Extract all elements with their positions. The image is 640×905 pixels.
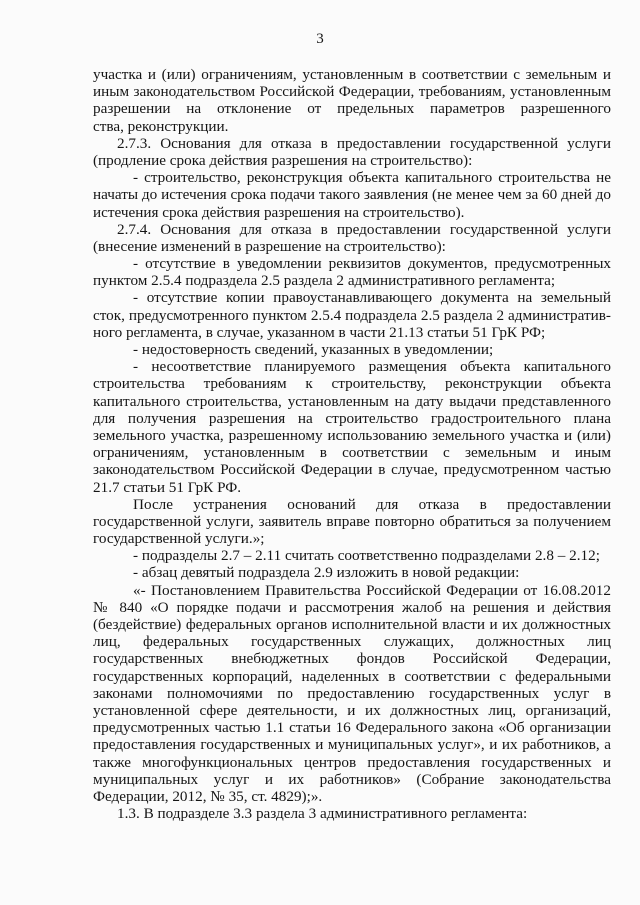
text-line: - абзац девятый подраздела 2.9 изложить в новой редакции: xyxy=(133,564,520,582)
text-line: предусмотренных частью 1.1 статьи 16 Федерального закона «Об организации xyxy=(93,719,611,737)
text-line: «- Постановлением Правительства Российской Федерации от 16.08.2012 xyxy=(133,581,611,599)
text-line: ограничениям, установленным в соответствии с земельным и иным xyxy=(93,444,611,462)
text-line: законодательством Российской Федерации в случае, предусмотренном частью xyxy=(93,461,611,479)
text-line: истечения срока действия разрешения на строительство). xyxy=(93,203,465,221)
text-line: № 840 «О порядке подачи и рассмотрения жалоб на решения и действия xyxy=(93,598,611,616)
text-line: - подразделы 2.7 – 2.11 считать соответственно подразделами 2.8 – 2.12; xyxy=(133,547,600,565)
text-line: иным законодательством Российской Федерации, требованиям, установленным xyxy=(93,83,611,101)
text-line: - строительство, реконструкция объекта капитального строительства не xyxy=(133,169,611,187)
text-line: ства, реконструкции. xyxy=(93,117,229,135)
text-line: государственных корпораций, наделенных в соответствии с федеральными xyxy=(93,667,611,685)
document-body xyxy=(93,66,611,822)
text-line: для получения разрешения на строительство градостроительного плана xyxy=(93,409,611,427)
text-line: - несоответствие планируемого размещения объекта капитального xyxy=(133,358,611,376)
text-line: начаты до истечения срока подачи такого заявления (не менее чем за 60 дней до xyxy=(93,186,611,204)
text-line: ного регламента, в случае, указанном в части 21.13 статьи 51 ГрК РФ; xyxy=(93,323,546,341)
text-line: 21.7 статьи 51 ГрК РФ. xyxy=(93,478,242,496)
text-line: 2.7.3. Основания для отказа в предоставлении государственной услуги xyxy=(117,134,611,152)
page-number: 3 xyxy=(316,31,324,47)
text-line: законами полномочиями по предоставлению государственных услуг в xyxy=(93,684,611,702)
text-line: капитального строительства, установленным на дату выдачи представленного xyxy=(93,392,611,410)
text-line: - отсутствие в уведомлении реквизитов документов, предусмотренных xyxy=(133,255,611,273)
text-line: лиц, федеральных государственных служащих, должностных лиц xyxy=(93,633,611,651)
text-line: муниципальных услуг и их работников» (Собрание законодательства xyxy=(93,770,611,788)
text-line: После устранения оснований для отказа в предоставлении xyxy=(133,495,611,513)
text-line: пунктом 2.5.4 подраздела 2.5 раздела 2 административного регламента; xyxy=(93,272,556,290)
text-line: государственных внебюджетных фондов Российской Федерации, xyxy=(93,650,611,668)
text-line: участка и (или) ограничениям, установленным в соответствии с земельным и xyxy=(93,66,611,83)
text-line: предоставления государственных и муниципальных услуг», и их работников, а xyxy=(93,736,611,754)
text-line: - недостоверность сведений, указанных в уведомлении; xyxy=(133,341,494,358)
text-line: 1.3. В подразделе 3.3 раздела 3 административного регламента: xyxy=(117,805,528,823)
text-line: установленной сфере деятельности, и их должностных лиц, организаций, xyxy=(93,701,611,719)
text-line: Федерации, 2012, № 35, ст. 4829);». xyxy=(93,787,323,805)
text-line: государственной услуги.»; xyxy=(93,530,265,548)
text-line: также многофункциональных центров предоставления государственных и xyxy=(93,753,611,771)
text-line: строительства требованиям к строительству, реконструкции объекта xyxy=(93,375,611,393)
text-line: земельного участка, разрешенному использованию земельного участка и (или) xyxy=(93,426,611,444)
text-line: разрешении на отклонение от предельных параметров разрешенного xyxy=(93,100,611,118)
text-line: (продление срока действия разрешения на строительство): xyxy=(93,151,473,169)
text-line: - отсутствие копии правоустанавливающего документа на земельный xyxy=(133,289,611,307)
text-line: сток, предусмотренного пунктом 2.5.4 подраздела 2.5 раздела 2 административ- xyxy=(93,306,611,324)
text-line: (внесение изменений в разрешение на строительство): xyxy=(93,237,446,255)
text-line: 2.7.4. Основания для отказа в предоставлении государственной услуги xyxy=(117,220,611,238)
text-line: государственной услуги, заявитель вправе повторно обратиться за получением xyxy=(93,512,611,530)
text-line: (бездействие) федеральных органов исполнительной власти и их должностных xyxy=(93,616,611,633)
